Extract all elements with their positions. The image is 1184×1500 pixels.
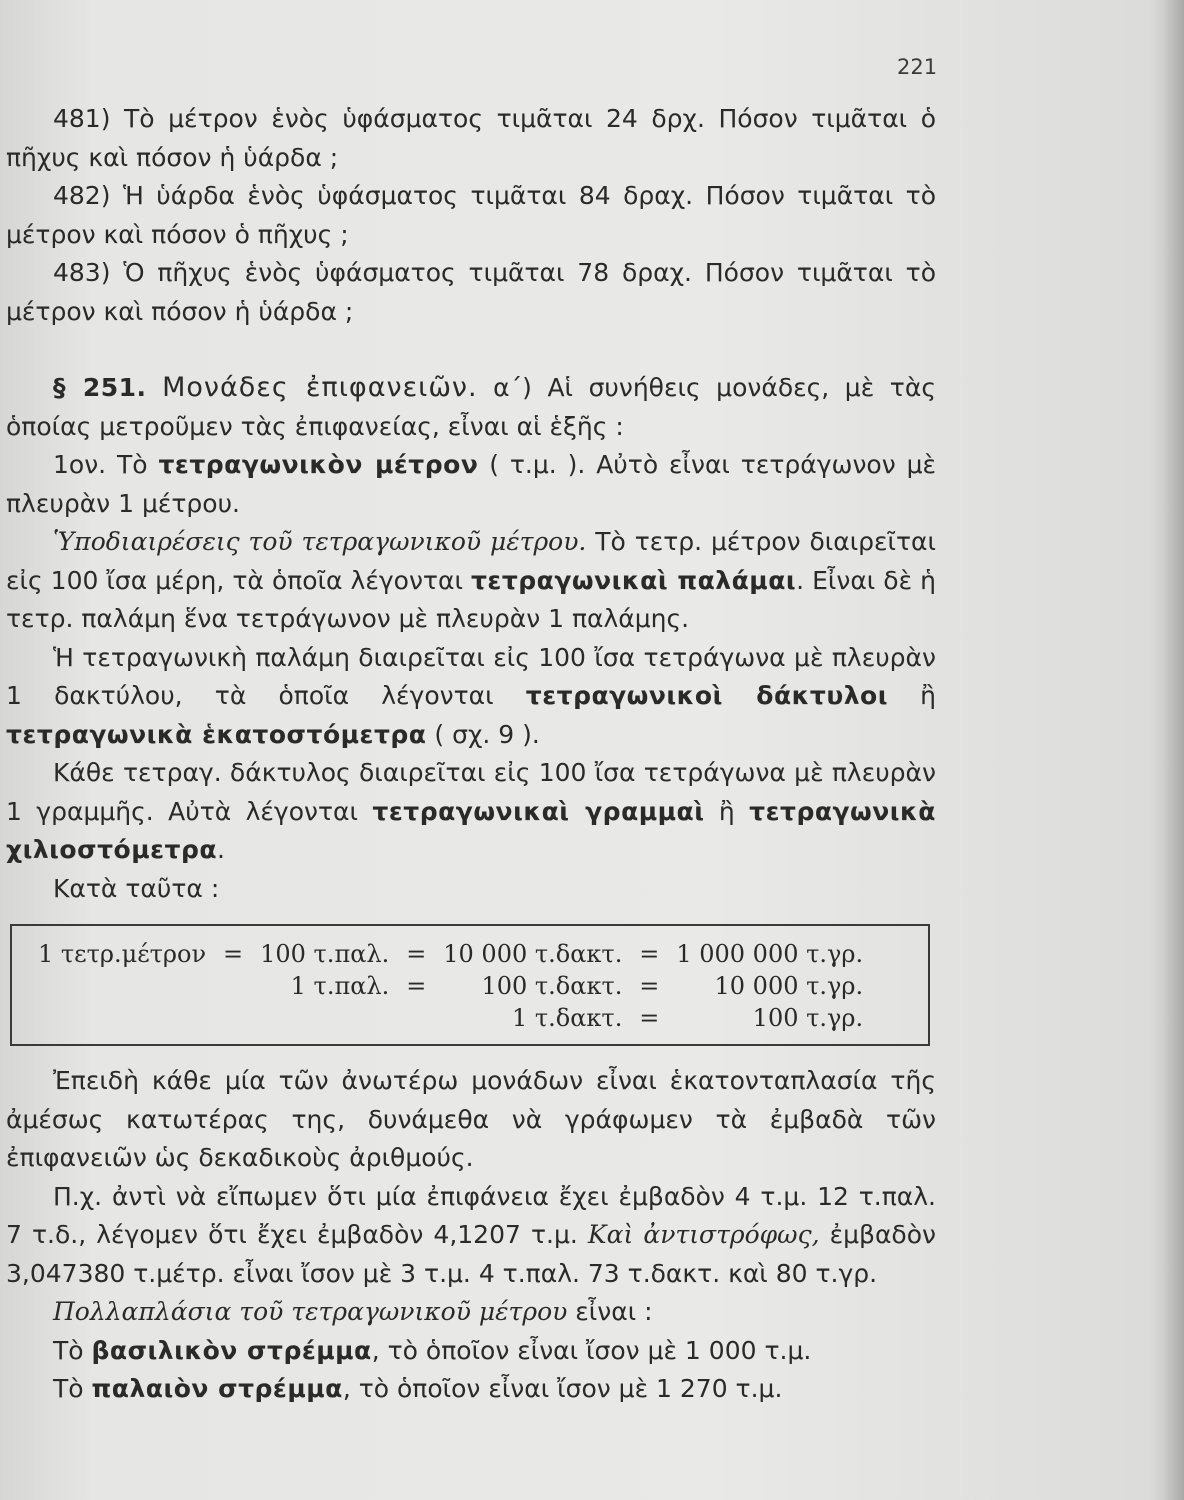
term-square-finger: τετραγωνικοὶ δάκτυλοι — [525, 681, 888, 710]
term-square-palm: τετραγωνικαὶ παλάμαι — [470, 565, 797, 595]
page-binding-shadow — [1163, 0, 1184, 1500]
text-run: . — [217, 835, 225, 864]
table-cell: 1 τ.δακτ. — [511, 1004, 623, 1032]
term-square-millimeter: τετραγωνικὰ χιλιοστόμετρα — [6, 796, 936, 864]
text-run: ( τ.μ. ). Αὐτὸ εἶναι τετράγωνον μὲ πλευρὰν 1 μέτρου. — [6, 450, 936, 518]
table-cell: 100 τ.δακτ. — [481, 972, 623, 1000]
table-cell: 1 τετρ.μέτρον — [38, 940, 207, 968]
text-run: Κάθε τετραγ. δάκτυλος διαιρεῖται εἰς 100 ἴσα τετράγωνα μὲ πλευρὰν 1 γραμμῆς. Αὐτὰ λέγονται — [6, 758, 936, 826]
equals-sign: = — [406, 940, 427, 968]
text-run: Ἡ τετραγωνικὴ παλάμη διαιρεῖται εἰς 100 ἴσα τετράγωνα μὲ πλευρὰν 1 δακτύλου, τὰ ὁποῖα λέγονται — [6, 642, 936, 710]
square-meter-paragraph — [6, 446, 936, 523]
text-run: 1ον. Τὸ — [53, 450, 159, 479]
text-run: ἢ — [887, 681, 936, 710]
text-run: εἶναι : — [567, 1297, 653, 1326]
table-cell: 100 τ.παλ. — [260, 940, 390, 968]
exercise-481: 481) Τὸ μέτρον ἑνὸς ὑφάσματος τιμᾶται 24 δρχ. Πόσον τιμᾶται ὁ πῆχυς καὶ πόσον ἡ ὑάρδα ; — [6, 104, 936, 172]
term-royal-stremma: βασιλικὸν στρέμμα — [91, 1335, 372, 1365]
multiples-paragraph — [6, 1293, 936, 1332]
empty-cell — [212, 1002, 254, 1034]
section-paragraph — [6, 369, 936, 446]
spacer — [6, 331, 936, 369]
section-title: Μονάδες ἐπιφανειῶν. — [162, 372, 478, 403]
text-run: . Εἶναι δὲ ἡ τετρ. παλάμη ἕνα τετράγωνον μὲ πλευρὰν 1 παλάμης. — [6, 565, 936, 633]
fingers-paragraph — [6, 639, 936, 755]
decimal-paragraph: Ἐπειδὴ κάθε μία τῶν ἀνωτέρω μονάδων εἶναι ἑκατονταπλασία τῆς ἀμέσως κατωτέρας της, δυνάμεθα νὰ γράφωμεν τὰ ἐμβαδὰ τῶν ἐπιφανειῶν ὡς δεκαδικοὺς ἀριθμούς. — [6, 1066, 936, 1172]
lines-paragraph — [6, 754, 936, 870]
text-run: , τὸ ὁποῖον εἶναι ἴσον μὲ 1 000 τ.μ. — [371, 1335, 812, 1365]
table-cell: 10 000 τ.δακτ. — [443, 940, 623, 968]
term-square-line: τετραγωνικαὶ γραμμαὶ — [372, 796, 705, 826]
table-cell: 100 τ.γρ. — [752, 1004, 864, 1032]
empty-cell — [395, 1002, 437, 1034]
term-square-meter: τετραγωνικὸν μέτρον — [158, 450, 479, 479]
text-run: ἢ — [704, 796, 750, 826]
conversion-table-box — [10, 924, 930, 1046]
text-run: Τὸ — [53, 1374, 92, 1403]
page-number: 221 — [897, 55, 938, 79]
table-cell — [32, 1002, 212, 1034]
example-paragraph — [6, 1178, 936, 1294]
table-row — [32, 970, 869, 1002]
text-run: Τὸ τετρ. μέτρον διαιρεῖται εἰς 100 ἴσα μέρη, τὰ ὁποῖα λέγονται — [6, 527, 936, 595]
term-square-centimeter: τετραγωνικὰ ἑκατοστόμετρα — [6, 719, 427, 749]
italic-phrase: Καὶ ἀντιστρόφως, — [587, 1220, 820, 1249]
text-run: Τὸ — [53, 1335, 92, 1365]
term-old-stremma: παλαιὸν στρέμμα — [91, 1374, 343, 1403]
text-run: ἐμβαδὸν 3,047380 τ.μέτρ. εἶναι ἴσον μὲ 3 τ.μ. 4 τ.παλ. 73 τ.δακτ. καὶ 80 τ.γρ. — [6, 1220, 936, 1288]
table-row — [32, 938, 869, 970]
section-number: § 251. — [53, 373, 147, 402]
royal-stremma-paragraph — [6, 1332, 936, 1371]
table-cell — [254, 1002, 395, 1034]
kata-tauta: Κατὰ ταῦτα : — [53, 873, 220, 903]
table-cell — [32, 970, 212, 1002]
table-row — [32, 1002, 869, 1034]
equals-sign: = — [639, 1004, 660, 1032]
multiples-heading: Πολλαπλάσια τοῦ τετραγωνικοῦ μέτρου — [53, 1297, 568, 1326]
text-run: Π.χ. ἀντὶ νὰ εἴπωμεν ὅτι μία ἐπιφάνεια ἔχει ἐμβαδὸν 4 τ.μ. 12 τ.παλ. 7 τ.δ., λέγομεν ὅτι ἔχει ἐμβαδὸν 4,1207 τ.μ. — [6, 1181, 936, 1249]
subdivisions-paragraph — [6, 523, 936, 639]
table-cell: 1 τ.παλ. — [290, 972, 390, 1000]
text-run: ( σχ. 9 ). — [426, 719, 540, 749]
empty-cell — [212, 970, 254, 1002]
equals-sign: = — [223, 940, 244, 968]
equals-sign: = — [639, 940, 660, 968]
text-run: , τὸ ὁποῖον εἶναι ἴσον μὲ 1 270 τ.μ. — [342, 1374, 783, 1403]
equals-sign: = — [639, 972, 660, 1000]
exercise-483: 483) Ὁ πῆχυς ἑνὸς ὑφάσματος τιμᾶται 78 δραχ. Πόσον τιμᾶται τὸ μέτρον καὶ πόσον ἡ ὑάρδα ; — [6, 258, 936, 326]
exercise-482: 482) Ἡ ὑάρδα ἑνὸς ὑφάσματος τιμᾶται 84 δραχ. Πόσον τιμᾶται τὸ μέτρον καὶ πόσον ὁ πῆχυς ; — [6, 181, 936, 249]
conversion-table — [32, 938, 869, 1034]
section-intro: α΄) Αἱ συνήθεις μονάδες, μὲ τὰς ὁποίας μετροῦμεν τὰς ἐπιφανείας, εἶναι αἱ ἑξῆς : — [6, 373, 936, 441]
old-stremma-paragraph — [6, 1370, 936, 1409]
equals-sign: = — [406, 972, 427, 1000]
subdivisions-heading: Ὑποδιαιρέσεις τοῦ τετραγωνικοῦ μέτρου. — [53, 527, 587, 556]
table-cell: 1 000 000 τ.γρ. — [676, 940, 864, 968]
table-cell: 10 000 τ.γρ. — [714, 972, 864, 1000]
page-body — [6, 100, 936, 1409]
